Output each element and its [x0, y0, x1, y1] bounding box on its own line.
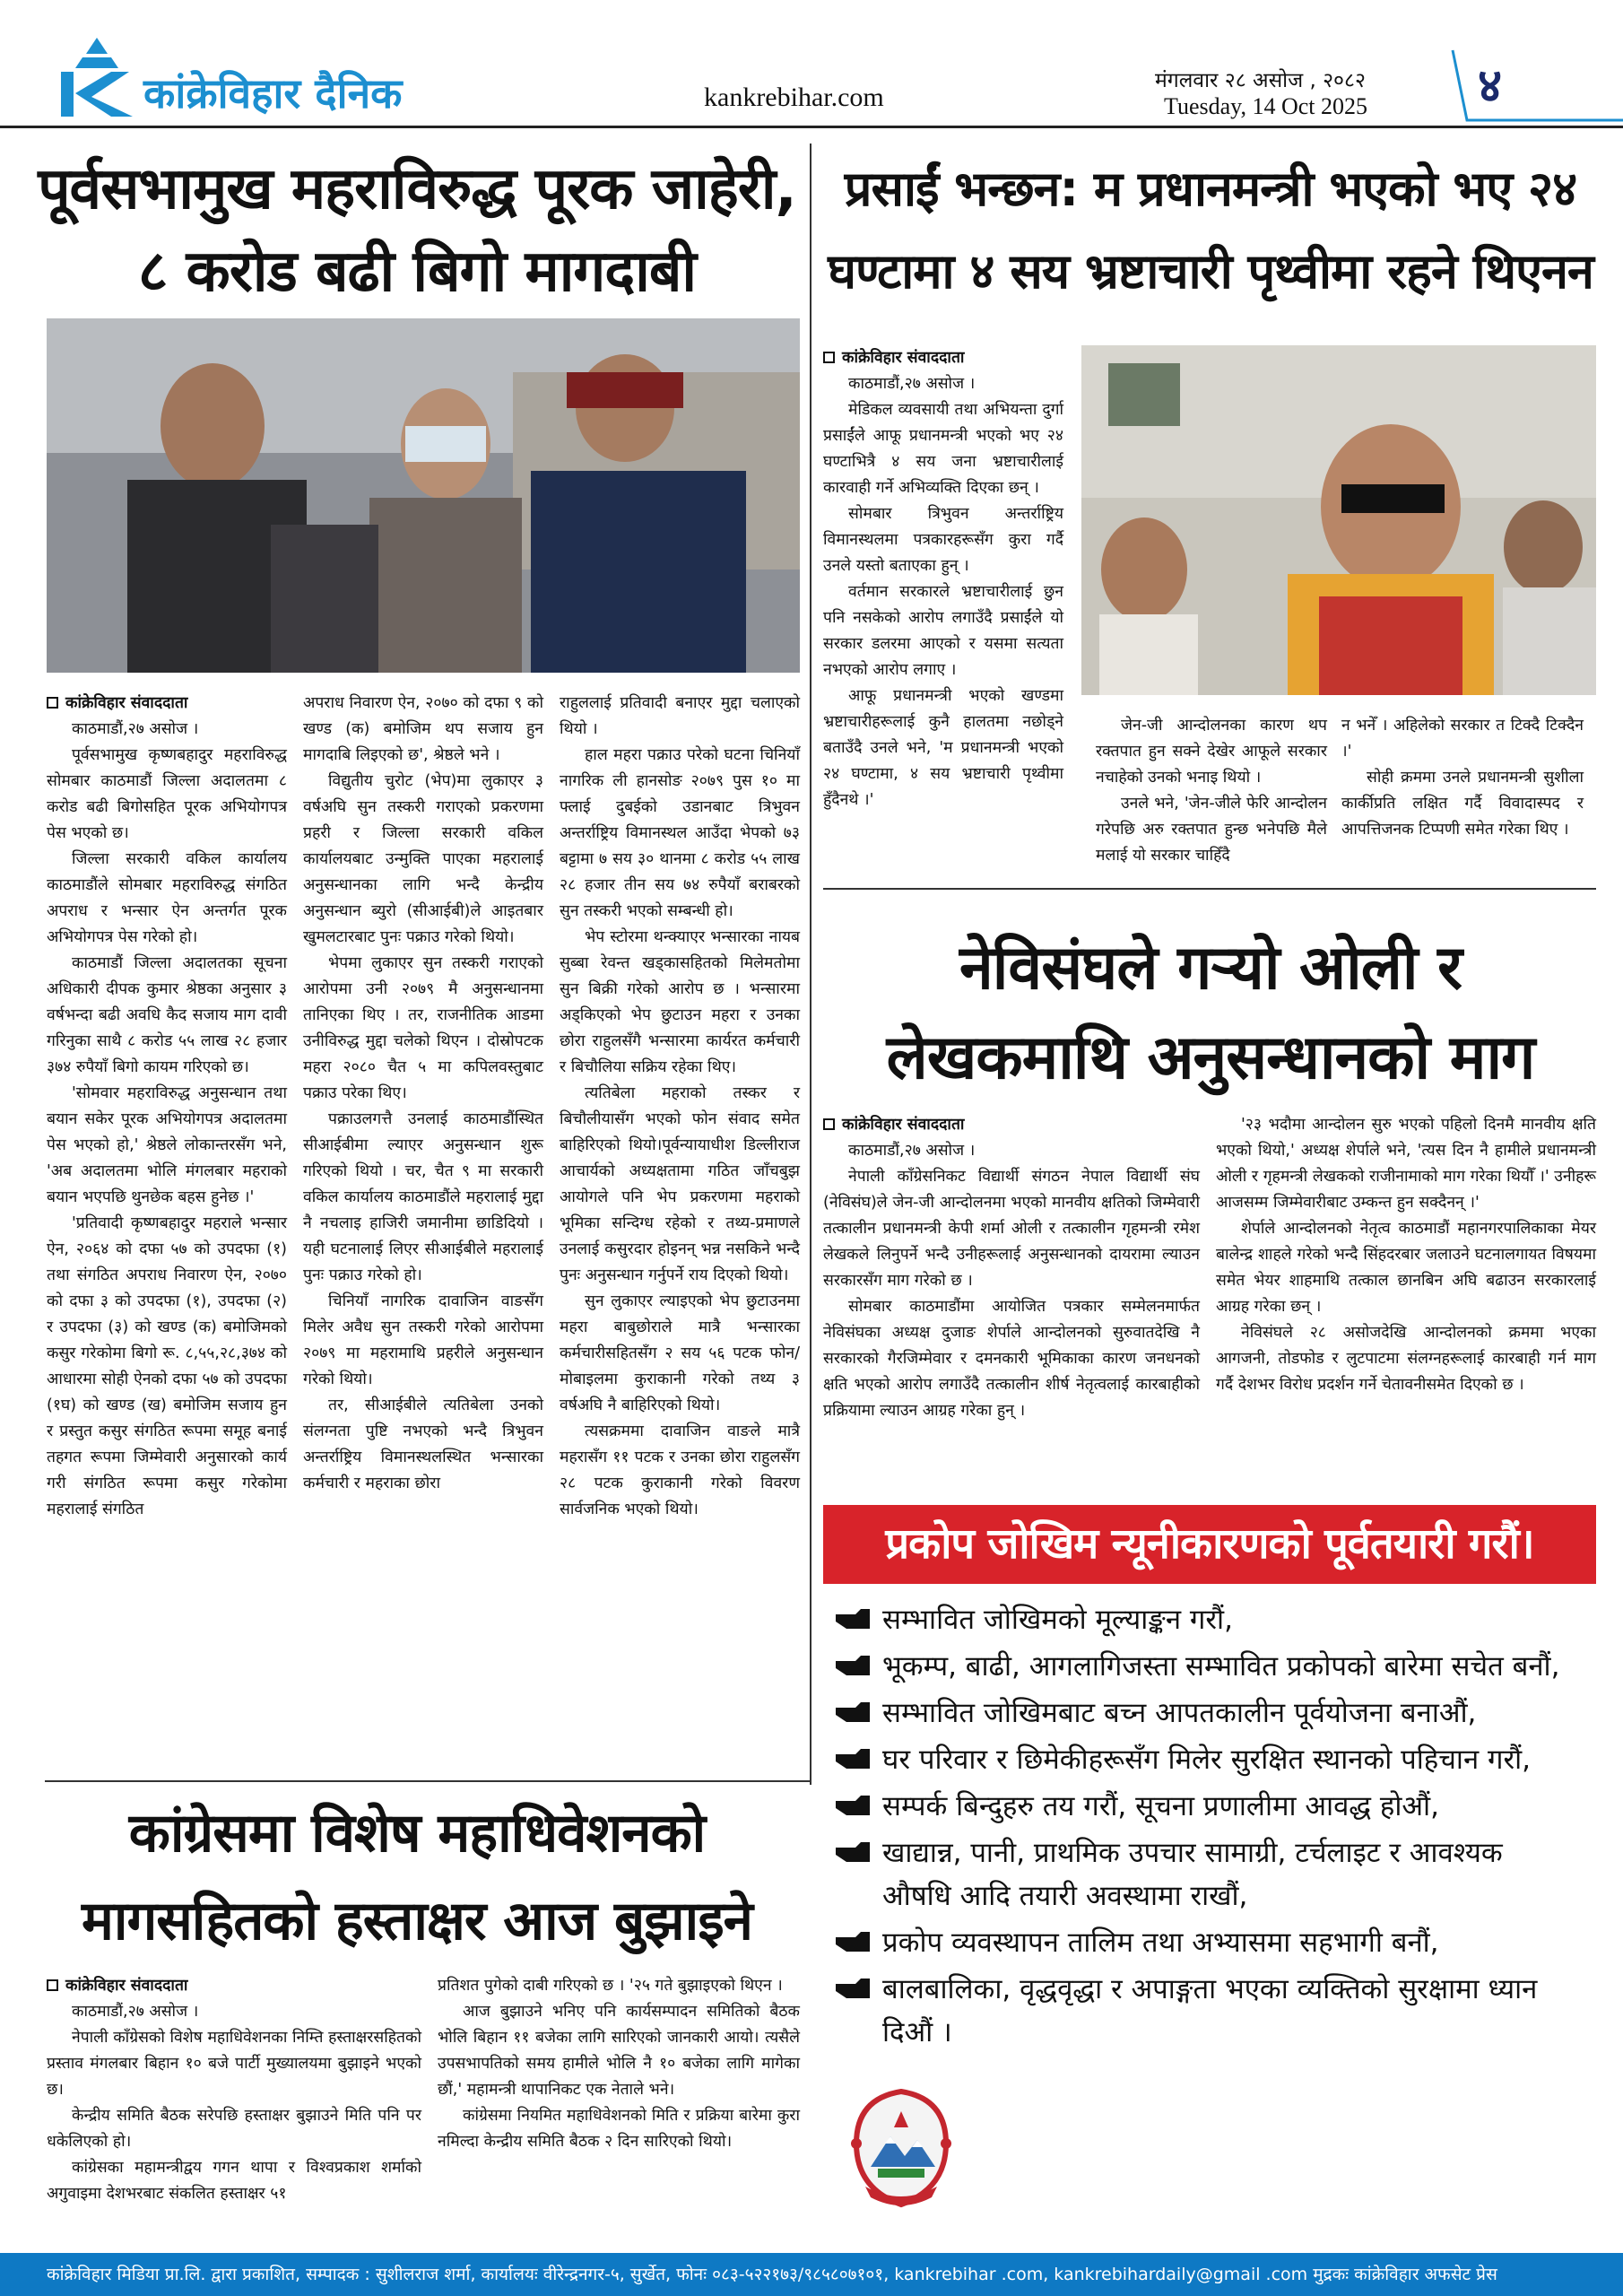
story1-c3-p4: त्यतिबेला महराको तस्कर र बिचौलीयासँग भएको फोन संवाद समेत बाहिरिएको थियो।पूर्वन्यायाधीश डिल्लीराज आचार्यको अध्यक्षतामा गठित जाँचबुझ आयोगले पनि भेप प्रकरणमा महराको भूमिका सन्दिग्ध रहेको र तथ्य-प्रमाणले उनलाई कसुरदार होइनन् भन्न नसकिने भन्दै पुनः अनुसन्धान गर्नुपर्ने राय दिएको थियो। [560, 1084, 800, 1284]
story1-c1-p5: 'प्रतिवादी कृष्णबहादुर महराले भन्सार ऐन, २०६४ को दफा ५७ को उपदफा (१) तथा संगठित अपराध निवारण ऐन, २०७० को दफा ३ को उपदफा (१), उपदफा (२) र उपदफा (३) को खण्ड (क) बमोजिमको कसुर गरेकोमा बिगो रू. ८,५५,२८,३७४ को आधारमा सोही ऐनको दफा ५७ को उपदफा (१घ) को खण्ड (ख) बमोजिम सजाय हुन र प्रस्तुत कसुर संगठित रूपमा समूह बनाई तहगत रूपमा जिम्मेवारी अनुसारको कार्य गरी संगठित रूपमा कसुर गरेकोमा महरालाई संगठित [47, 1214, 287, 1518]
story3-c1-p1: नेपाली काँग्रेसनिकट विद्यार्थी संगठन नेपाल विद्यार्थी संघ (नेविसंघ)ले जेन-जी आन्दोलनमा भएको मानवीय क्षतिको जिम्मेवारी तत्कालीन प्रधानमन्त्री केपी शर्मा ओली र तत्कालीन गृहमन्त्री रमेश लेखकले लिनुपर्ने भन्दै उनीहरूलाई अनुसन्धानको दायरामा ल्याउन सरकारसँग माग गरेको छ । [823, 1168, 1200, 1290]
pointing-hand-icon [834, 1745, 872, 1772]
notice-item-text: सम्पर्क बिन्दुहरु तय गरौं, सूचना प्रणालीमा आवद्ध होऔं, [882, 1790, 1439, 1822]
notice-item-text: सम्भावित जोखिमको मूल्याङ्कन गरौं, [882, 1604, 1233, 1636]
story2-c2-p2: उनले भने, 'जेन-जीले फेरि आन्दोलन गरेपछि अरु रक्तपात हुन्छ भनेपछि मैले मलाई यो सरकार चाहिँदै [1096, 795, 1327, 865]
notice-item [834, 1968, 1578, 2054]
page-number: ४ [1478, 59, 1503, 113]
pointing-hand-icon [834, 1792, 872, 1819]
story2-byline: कांक्रेविहार संवाददाता [842, 349, 965, 367]
story2-c3-p1: न भनेँ । अहिलेको सरकार त टिक्दै टिक्दैन ।' [1341, 717, 1584, 761]
story1-c1-p1: पूर्वसभामुख कृष्णबहादुर महराविरुद्ध सोमबार काठमाडौं जिल्ला अदालतमा ८ करोड बढी बिगोसहित पूरक अभियोगपत्र पेस भएको छ। [47, 746, 287, 842]
story1-column-2 [303, 691, 543, 1497]
story3-c2-p3: नेविसंघले २८ असोजदेखि आन्दोलनको क्रममा भएका आगजनी, तोडफोड र लुटपाटमा संलग्नहरूलाई कारबाही गर्न माग गर्दै देशभर विरोध प्रदर्शन गर्ने चेतावनीसमेत दिएको छ । [1216, 1324, 1596, 1394]
story3-c2-p1: '२३ भदौमा आन्दोलन सुरु भएको पहिलो दिनमै मानवीय क्षति भएको थियो,' अध्यक्ष शेर्पाले भने, 'त्यस दिन नै हामीले प्रधानमन्त्री ओली र गृहमन्त्री लेखकको राजीनामाको माग गरेका थियौँ ।' उनीहरू आजसम्म जिम्मेवारीबाट उम्कन्त हुन सक्दैनन् ।' [1216, 1116, 1596, 1212]
story2-headline-line1: प्रसाईं भन्छन: म प्रधानमन्त्री भएको भए २४ [844, 161, 1577, 217]
story3-column-1 [823, 1112, 1200, 1424]
notice-list [834, 1598, 1578, 2057]
notice-item [834, 1738, 1578, 1781]
byline-box-icon [823, 352, 835, 363]
brand-name: कांक्रेविहार दैनिक [143, 69, 403, 117]
notice-item [834, 1921, 1578, 1964]
story3-column-2 [1216, 1112, 1596, 1398]
story2-c3-p2: सोही क्रममा उनले प्रधानमन्त्री सुशीला कार्कीप्रति लक्षित गर्दै विवादास्पद र आपत्तिजनक टिप्पणी समेत गरेका थिए । [1341, 769, 1584, 839]
story2-byline-row [823, 345, 1063, 371]
story3-c2-p2: शेर्पाले आन्दोलनको नेतृत्व काठमाडौं महानगरपालिकाका मेयर बालेन्द्र शाहले गरेको भन्दै सिंहदरबार जलाउने घटनालगायत विषयमा समेत भेयर शाहमाथि तत्काल छानबिन अघि बढाउन सरकारलाई आग्रह गरेका छन् । [1216, 1220, 1596, 1316]
story2-c1-p4: आफू प्रधानमन्त्री भएको खण्डमा भ्रष्टाचारीहरूलाई कुनै हालतमा नछोड्ने बताउँदै उनले भने, 'म प्रधानमन्त्री भएको २४ घण्टामा, ४ सय भ्रष्टाचारी पृथ्वीमा हुँदैनथे ।' [823, 687, 1063, 809]
story4-c1-p1: नेपाली काँग्रेसको विशेष महाधिवेशनका निम्ति हस्ताक्षरसहितको प्रस्ताव मंगलबार बिहान १० बजे पार्टी मुख्यालयमा बुझाइने भएको छ। [47, 2029, 421, 2099]
story3-headline-line2: लेखकमाथि अनुसन्धानको माग [886, 1022, 1535, 1093]
pointing-hand-icon [834, 1928, 872, 1955]
notice-item [834, 1598, 1578, 1641]
story4-c2-p2: आज बुझाउने भनिए पनि कार्यसम्पादन समितिको बैठक भोलि बिहान ११ बजेका लागि सारिएको जानकारी आयो। त्यसैले उपसभापतिको समय हामीले भोलि नै १० बजेका लागि मागेका छौं,' महामन्त्री थापानिकट एक नेताले भने। [438, 2003, 800, 2099]
pointing-hand-icon [834, 1699, 872, 1726]
story2-c1-p3: वर्तमान सरकारले भ्रष्टाचारीलाई छुन पनि नसकेको आरोप लगाउँदै प्रसाईंले यो सरकार डलरमा आएको र यसमा सत्यता नभएको आरोप लगाए । [823, 583, 1063, 679]
story4-c1-p3: कांग्रेसका महामन्त्रीद्वय गगन थापा र विश्वप्रकाश शर्माको अगुवाइमा देशभरबाट संकलित हस्ताक्षर ५१ [47, 2159, 421, 2203]
pointing-hand-icon [834, 1975, 872, 2002]
publisher-footer: कांक्रेविहार मिडिया प्रा.लि. द्वारा प्रकाशित, सम्पादक : सुशीलराज शर्मा, कार्यालयः वीरेन्द्रनगर-५, सुर्खेत, फोनः ०८३-५२२१७३/९८५८०७१०१, kankrebihar .com, kankrebihardaily@gmail .com मुद्रकः कांक्रेविहार अफसेट प्रेस [0, 2253, 1623, 2296]
story1-c3-p5: सुन लुकाएर ल्याइएको भेप छुटाउनमा महरा बाबुछोराले मात्रै भन्सारका कर्मचारीसहितसँग २ सय ५६ पटक फोन/मोबाइलमा कुराकानी गरेको तथ्य ३ वर्षअघि नै बाहिरिएको थियो। [560, 1292, 800, 1414]
notice-item [834, 1645, 1578, 1688]
story1-c3-p6: त्यसक्रममा दावाजिन वाङले मात्रै महरासँग ११ पटक र उनका छोरा राहुलसँग २८ पटक कुराकानी गरेको विवरण सार्वजनिक भएको थियो। [560, 1422, 800, 1518]
story1-headline-line2: ८ करोड बढी बिगो मागदाबी [138, 239, 696, 305]
story1-photo [47, 318, 800, 673]
notice-item [834, 1831, 1578, 1918]
story1-c2-p2: विद्युतीय चुरोट (भेप)मा लुकाएर ३ वर्षअघि सुन तस्करी गराएको प्रकरणमा प्रहरी र जिल्ला सरकारी वकिल कार्यालयबाट उन्मुक्ति पाएका महरालाई अनुसन्धानका लागि भन्दै केन्द्रीय अनुसन्धान ब्युरो (सीआईबी)ले आइतबार खुमलटारबाट पुनः पक्राउ गरेको थियो। [303, 772, 543, 946]
byline-box-icon [47, 1979, 58, 1991]
story2-c1-p2: सोमबार त्रिभुवन अन्तर्राष्ट्रिय विमानस्थलमा पत्रकारहरूसँग कुरा गर्दै उनले यस्तो बताएका हुन् । [823, 505, 1063, 575]
story3-dateline: काठमाडौं,२७ असोज । [848, 1142, 976, 1160]
story3-headline[interactable] [825, 924, 1596, 1103]
rule-under-story2 [823, 888, 1596, 890]
notice-item-text: खाद्यान्न, पानी, प्राथमिक उपचार सामाग्री, टर्चलाइट र आवश्यक औषधि आदि तयारी अवस्थामा राखौं, [882, 1837, 1503, 1912]
notice-item-text: घर परिवार र छिमेकीहरूसँग मिलेर सुरक्षित स्थानको पहिचान गरौं, [882, 1744, 1532, 1776]
pointing-hand-icon [834, 1652, 872, 1679]
story4-column-2 [438, 1973, 800, 2155]
story1-c2-p6: तर, सीआईबीले त्यतिबेला उनको संलग्नता पुष्टि नभएको भन्दै त्रिभुवन अन्तर्राष्ट्रिय विमानस्थलस्थित भन्सारका कर्मचारी र महराका छोरा [303, 1396, 543, 1492]
story4-c2-p3: कांग्रेसमा नियमित महाधिवेशनको मिति र प्रक्रिया बारेमा कुरा नमिल्दा केन्द्रीय समिति बैठक २ दिन सारिएको थियो। [438, 2107, 800, 2151]
pointing-hand-icon [834, 1839, 872, 1866]
story4-c2-p1: प्रतिशत पुगेको दाबी गरिएको छ । '२५ गते बुझाइएको थिएन । [438, 1977, 783, 1995]
story3-byline: कांक्रेविहार संवाददाता [842, 1116, 965, 1134]
story1-c3-p2: हाल महरा पक्राउ परेको घटना चिनियाँ नागरिक ली हानसोङ २०७९ पुस १० मा फ्लाई दुबईको उडानबाट त्रिभुवन अन्तर्राष्ट्रिय विमानस्थल आउँदा भेपको ७३ बट्टामा ७ सय ३० थानमा ८ करोड ५५ लाख २८ हजार तीन सय ७४ रुपैयाँ बराबरको सुन तस्करी भएको सम्बन्धी हो। [560, 746, 800, 920]
masthead-rule [0, 126, 1623, 128]
pointing-hand-icon [834, 1605, 872, 1632]
masthead [0, 0, 1623, 135]
story4-headline-line2: मागसहितको हस्ताक्षर आज बुझाइने [82, 1890, 752, 1952]
story2-column-2 [1096, 713, 1327, 869]
story2-c1-p1: मेडिकल व्यवसायी तथा अभियन्ता दुर्गा प्रसाईंले आफू प्रधानमन्त्री भएको भए २४ घण्टाभित्रै ४ सय जना भ्रष्टाचारीलाई कारवाही गर्ने अभिव्यक्ति दिएका छन् । [823, 401, 1063, 497]
notice-item-text: बालबालिका, वृद्धवृद्धा र अपाङ्गता भएका व्यक्तिको सुरक्षामा ध्यान दिऔं । [882, 1973, 1538, 2048]
center-column-rule [810, 144, 812, 1785]
story2-headline[interactable] [825, 148, 1596, 313]
story1-c2-p4: पक्राउलगत्तै उनलाई काठमाडौंस्थित सीआईबीमा ल्याएर अनुसन्धान शुरू गरिएको थियो । चर, चैत ९ मा सरकारी वकिल कार्यालय काठमाडौंले महरालाई मुद्दा नै नचलाइ हाजिरी जमानीमा छाडिदियो । यही घटनालाई लिएर सीआईबीले महरालाई पुनः पक्राउ गरेको हो। [303, 1110, 543, 1284]
notice-item-text: प्रकोप व्यवस्थापन तालिम तथा अभ्यासमा सहभागी बनौं, [882, 1926, 1439, 1959]
story1-c1-p2: जिल्ला सरकारी वकिल कार्यालय काठमाडौंले सोमबार महराविरुद्ध संगठित अपराध र भन्सार ऐन अन्तर्गत पूरक अभियोगपत्र पेस गरेको हो। [47, 850, 287, 946]
story1-c2-p1: अपराध निवारण ऐन, २०७० को दफा ९ को खण्ड (क) बमोजिम थप सजाय हुन मागदाबि लिइएको छ', श्रेष्ठले भने । [303, 694, 543, 764]
story4-headline[interactable] [36, 1789, 798, 1965]
notice-item [834, 1692, 1578, 1735]
rule-above-story4 [45, 1780, 810, 1782]
brand-logo-icon [56, 34, 138, 120]
story3-c1-p2: सोमबार काठमाडौंमा आयोजित पत्रकार सम्मेलनमार्फत नेविसंघका अध्यक्ष दुजाङ शेर्पाले आन्दोलनको सुरुवातदेखि नै सरकारको गैरजिम्मेवार र दमनकारी भूमिकाका कारण जनधनको क्षति भएको आरोप लगाउँदै तत्कालीन शीर्ष नेतृत्वलाई कारबाहीको प्रक्रियामा ल्याउन आग्रह गरेका हुन् । [823, 1298, 1200, 1420]
page-number-tab-icon [1449, 47, 1623, 124]
story2-photo [1081, 345, 1596, 695]
story4-byline-row [47, 1973, 421, 1999]
story1-c3-p1: राहुललाई प्रतिवादी बनाएर मुद्दा चलाएको थियो । [560, 694, 800, 738]
notice-item-text: सम्भावित जोखिमबाट बच्न आपतकालीन पूर्वयोजना बनाऔं, [882, 1697, 1477, 1729]
story1-headline[interactable] [36, 148, 798, 313]
story1-headline-line1: पूर्वसभामुख महराविरुद्ध पूरक जाहेरी, [38, 156, 796, 222]
notice-title: प्रकोप जोखिम न्यूनीकारणको पूर्वतयारी गरौं। [823, 1505, 1596, 1584]
byline-box-icon [47, 697, 58, 709]
story2-headline-line2: घण्टामा ४ सय भ्रष्टाचारी पृथ्वीमा रहने थिएनन [828, 243, 1593, 300]
notice-item [834, 1785, 1578, 1828]
story1-byline: कांक्रेविहार संवाददाता [65, 694, 188, 712]
story4-dateline: काठमाडौं,२७ असोज । [72, 2003, 199, 2021]
story1-column-1 [47, 691, 287, 1523]
government-emblem-icon [838, 2081, 964, 2215]
notice-item-text: भूकम्प, बाढी, आगलागिजस्ता सम्भावित प्रकोपको बारेमा सचेत बनौं, [882, 1650, 1560, 1683]
story1-c3-p3: भेप स्टोरमा थन्क्याएर भन्सारका नायब सुब्बा रेवन्त खड्कासहितको मिलेमतोमा सुन बिक्री गरेको आरोप छ । भन्सारमा अड्किएको भेप छुटाउन महरा र उनका छोरा राहुलसँगै भन्सारमा कार्यरत कर्मचारी र बिचौलिया सक्रिय रहेका थिए। [560, 928, 800, 1076]
story4-byline: कांक्रेविहार संवाददाता [65, 1977, 188, 1995]
date-nepali: मंगलवार २८ असोज , २०८२ [1155, 69, 1366, 92]
story1-c2-p5: चिनियाँ नागरिक दावाजिन वाङसँग मिलेर अवैध सुन तस्करी गरेको आरोपमा २०७९ मा महरामाथि प्रहरीले अनुसन्धान गरेको थियो। [303, 1292, 543, 1388]
story2-column-1 [823, 345, 1063, 813]
story2-column-3 [1341, 713, 1584, 843]
story1-c1-p4: 'सोमवार महराविरुद्ध अनुसन्धान तथा बयान सकेर पूरक अभियोगपत्र अदालतमा पेस भएको हो,' श्रेष्ठले लोकान्तरसँग भने, 'अब अदालतमा भोलि मंगलबार महराको बयान भएपछि थुनछेक बहस हुनेछ ।' [47, 1084, 287, 1206]
story4-column-1 [47, 1973, 421, 2207]
story2-c2-p1: जेन-जी आन्दोलनका कारण थप रक्तपात हुन सक्ने देखेर आफूले सरकार नचाहेको उनको भनाइ थियो । [1096, 717, 1327, 787]
story1-dateline: काठमाडौं,२७ असोज । [72, 720, 199, 738]
site-url[interactable]: kankrebihar.com [704, 83, 884, 112]
story1-c2-p3: भेपमा लुकाएर सुन तस्करी गराएको आरोपमा उनी २०७९ मै अनुसन्धानमा तानिएका थिए । तर, राजनीतिक आडमा उनीविरुद्ध मुद्दा चलेको थिएन । दोस्रोपटक महरा २०८० चैत ५ मा कपिलवस्तुबाट पक्राउ परेका थिए। [303, 954, 543, 1102]
story2-dateline: काठमाडौं,२७ असोज । [848, 375, 976, 393]
story1-byline-row [47, 691, 287, 717]
date-english: Tuesday, 14 Oct 2025 [1164, 93, 1368, 119]
story4-c1-p2: केन्द्रीय समिति बैठक सरेपछि हस्ताक्षर बुझाउने मिति पनि पर धकेलिएको हो। [47, 2107, 421, 2151]
story1-column-3 [560, 691, 800, 1523]
story3-headline-line1: नेविसंघले गऱ्यो ओली र [959, 933, 1462, 1004]
story3-byline-row [823, 1112, 1200, 1138]
story4-headline-line1: कांग्रेसमा विशेष महाधिवेशनको [128, 1802, 706, 1865]
byline-box-icon [823, 1118, 835, 1130]
story1-c1-p3: काठमाडौं जिल्ला अदालतका सूचना अधिकारी दीपक कुमार श्रेष्ठका अनुसार ३ वर्षभन्दा बढी अवधि कैद सजाय माग दावी गरिनुका साथै ८ करोड ५५ लाख २८ हजार ३७४ रुपैयाँ बिगो कायम गरिएको छ। [47, 954, 287, 1076]
